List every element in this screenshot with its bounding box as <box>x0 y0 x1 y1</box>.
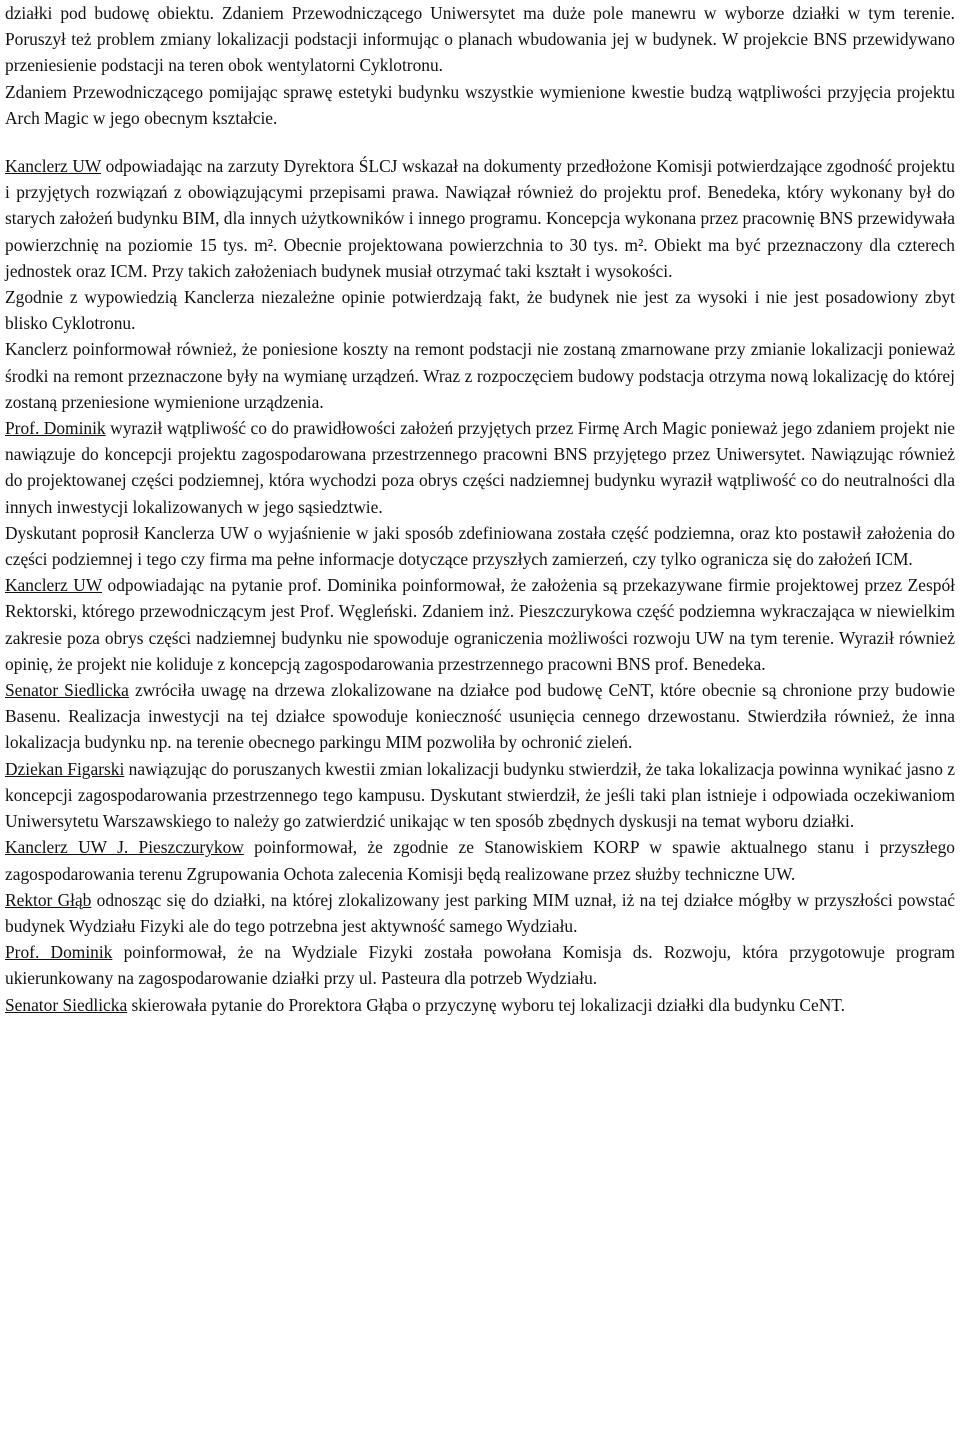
paragraph-9 <box>5 677 955 756</box>
paragraph-2-text: Zdaniem Przewodniczącego pomijając sprawę estetyki budynku wszystkie wymienione kwestie budzą wątpliwości przyjęcia projektu Arch Magic w jego obecnym kształcie. <box>5 81 955 128</box>
paragraph-11-speaker: Kanclerz UW J. Pieszczurykow <box>5 837 244 858</box>
paragraph-1-text: działki pod budowę obiektu. Zdaniem Przewodniczącego Uniwersytet ma duże pole manewru w wyborze działki w tym terenie. Poruszył też problem zmiany lokalizacji podstacji informując o planach wbudowania jej w budynek. W projekcie BNS przewidywano przeniesienie podstacji na teren obok wentylatorni Cyklotronu. <box>5 3 955 76</box>
paragraph-5 <box>5 336 955 415</box>
paragraph-11-text: poinformował, że zgodnie ze Stanowiskiem KORP w spawie aktualnego stanu i przyszłego zagospodarowania terenu Zgrupowania Ochota zalecenia Komisji będą realizowane przez służby techniczne UW. <box>5 837 955 884</box>
paragraph-4 <box>5 284 955 336</box>
paragraph-12-speaker: Rektor Głąb <box>5 889 92 910</box>
paragraph-10-speaker: Dziekan Figarski <box>5 758 125 779</box>
paragraph-7-text: Dyskutant poprosił Kanclerza UW o wyjaśnienie w jaki sposób zdefiniowana została część podziemna, oraz kto postawił założenia do części podziemnej i tego czy firma ma pełne informacje dotyczące przyszłych zamierzeń, czy tylko ogranicza się do założeń ICM. <box>5 522 955 570</box>
paragraph-6-speaker: Prof. Dominik <box>5 418 106 439</box>
paragraph-8-speaker: Kanclerz UW <box>5 575 102 596</box>
paragraph-11 <box>5 834 955 886</box>
paragraph-10-text: nawiązując do poruszanych kwestii zmian lokalizacji budynku stwierdził, że taka lokalizacja powinna wynikać jasno z koncepcji zagospodarowania przestrzennego tego kampusu. Dyskutant stwierdził, że jeśli taki plan istnieje i odpowiada oczekiwaniom Uniwersytetu Warszawskiego to należy go zatwierdzić unikając w ten sposób zbędnych dyskusji na temat wyboru działki. <box>5 758 955 832</box>
paragraph-6-text: wyraził wątpliwość co do prawidłowości założeń przyjętych przez Firmę Arch Magic ponieważ jego zdaniem projekt nie nawiązuje do koncepcji projektu zagospodarowana przestrzennego pracowni BNS przyjętego przez Uniwersytet. Nawiązując również do projektowanej części podziemnej, która wychodzi poza obrys części nadziemnej budynku wyraził wątpliwość co do neutralności dla innych inwestycji lokalizowanych w jego sąsiedztwie. <box>5 418 955 517</box>
paragraph-14 <box>5 992 955 1018</box>
paragraph-13-speaker: Prof. Dominik <box>5 942 113 963</box>
paragraph-4-text: Zgodnie z wypowiedzią Kanclerza niezależne opinie potwierdzają fakt, że budynek nie jest za wysoki i nie jest posadowiony zbyt blisko Cyklotronu. <box>5 287 955 334</box>
paragraph-13-text: poinformował, że na Wydziale Fizyki została powołana Komisja ds. Rozwoju, która przygotowuje program ukierunkowany na zagospodarowanie działki przy ul. Pasteura dla potrzeb Wydziału. <box>5 942 955 989</box>
paragraph-9-speaker: Senator Siedlicka <box>5 680 129 701</box>
paragraph-1 <box>5 0 955 79</box>
paragraph-9-text: zwróciła uwagę na drzewa zlokalizowane na działce pod budowę CeNT, które obecnie są chronione przy budowie Basenu. Realizacja inwestycji na tej działce spowoduje konieczność usunięcia cennego drzewostanu. Stwierdziła również, że inna lokalizacja budynku np. na terenie obecnego parkingu MIM pozwoliła by ochronić zieleń. <box>5 680 955 753</box>
paragraph-5-text: Kanclerz poinformował również, że poniesione koszty na remont podstacji nie zostaną zmarnowane przy zmianie lokalizacji ponieważ środki na remont przeznaczone były na wymianę urządzeń. Wraz z rozpoczęciem budowy podstacja otrzyma nową lokalizację do której zostaną przeniesione wymienione urządzenia. <box>5 339 955 412</box>
paragraph-8 <box>5 572 955 677</box>
paragraph-6 <box>5 415 955 520</box>
paragraph-10 <box>5 756 955 835</box>
paragraph-3-text: odpowiadając na zarzuty Dyrektora ŚLCJ wskazał na dokumenty przedłożone Komisji potwierdzające zgodność projektu i przyjętych rozwiązań z obowiązującymi przepisami prawa. Nawiązał również do projektu prof. Benedeka, który wykonany był do starych założeń budynku BIM, dla innych użytkowników i innego programu. Koncepcja wykonana przez pracownię BNS przewidywała powierzchnię na poziomie 15 tys. m². Obecnie projektowana powierzchnia to 30 tys. m². Obiekt ma być przeznaczony dla czterech jednostek oraz ICM. Przy takich założeniach budynek musiał otrzymać taki kształt i wysokości. <box>5 156 955 281</box>
paragraph-3 <box>5 153 955 284</box>
paragraph-7 <box>5 520 955 572</box>
paragraph-14-text: skierowała pytanie do Prorektora Głąba o przyczynę wyboru tej lokalizacji działki dla budynku CeNT. <box>127 994 845 1015</box>
paragraph-12-text: odnosząc się do działki, na której zlokalizowany jest parking MIM uznał, iż na tej działce mógłby w przyszłości powstać budynek Wydziału Fizyki ale do tego potrzebna jest aktywność samego Wydziału. <box>5 889 956 936</box>
paragraph-8-text: odpowiadając na pytanie prof. Dominika poinformował, że założenia są przekazywane firmie projektowej przez Zespół Rektorski, którego przewodniczącym jest Prof. Węgleński. Zdaniem inż. Pieszczurykowa część podziemna wykraczająca w niewielkim zakresie poza obrys części nadziemnej budynku nie spowoduje ograniczenia możliwości rozwoju UW na tym terenie. Wyraził również opinię, że projekt nie koliduje z koncepcją zagospodarowania przestrzennego pracowni BNS prof. Benedeka. <box>5 575 955 674</box>
paragraph-13 <box>5 939 955 991</box>
paragraph-14-speaker: Senator Siedlicka <box>5 994 128 1015</box>
paragraph-2 <box>5 79 955 131</box>
paragraph-3-speaker: Kanclerz UW <box>5 156 102 177</box>
paragraph-12 <box>5 887 955 939</box>
